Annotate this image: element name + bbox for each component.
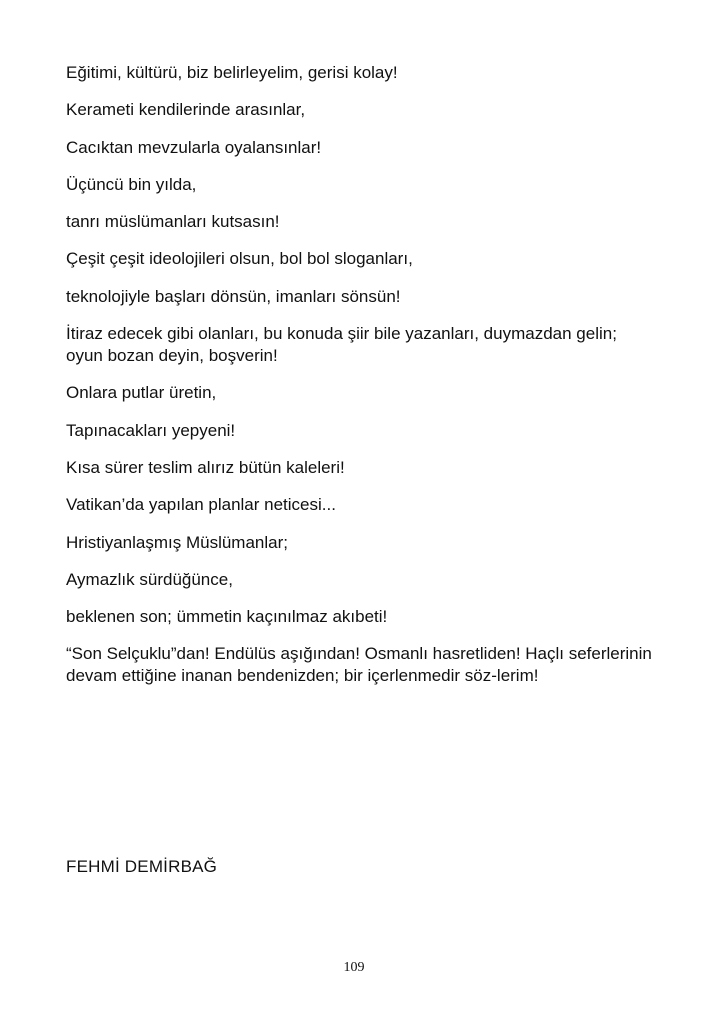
poem-line: Onlara putlar üretin,: [66, 383, 217, 403]
poem-line: Tapınacakları yepyeni!: [66, 420, 236, 440]
poem-line: tanrı müslümanları kutsasın!: [66, 212, 280, 232]
poem-line: Eğitimi, kültürü, biz belirleyelim, gerisi kolay!: [66, 63, 398, 82]
poem-line: Aymazlık sürdüğünce,: [66, 569, 233, 589]
page-number: 109: [343, 960, 365, 975]
poem-line: Çeşit çeşit ideolojileri olsun, bol bol sloganları,: [66, 249, 413, 269]
poem-line: “Son Selçuklu”dan! Endülüs aşığından! Osmanlı hasretliden! Haçlı seferlerinin devam ettiğine inanan bendenizden; bir içerlenmedir söz-lerim!: [66, 644, 652, 686]
author-name: FEHMİ DEMİRBAĞ: [66, 857, 218, 876]
poem-line: Hristiyanlaşmış Müslümanlar;: [66, 532, 288, 552]
poem-line: Cacıktan mevzularla oyalansınlar!: [66, 137, 322, 157]
poem-line: beklenen son; ümmetin kaçınılmaz akıbeti!: [66, 607, 388, 627]
poem-line: teknolojiyle başları dönsün, imanları sönsün!: [66, 286, 401, 306]
poem-line: Vatikan’da yapılan planlar neticesi...: [66, 495, 336, 515]
poem-body: [66, 62, 656, 703]
poem-line: Kısa sürer teslim alırız bütün kaleleri!: [66, 457, 345, 477]
poem-line: İtiraz edecek gibi olanları, bu konuda şiir bile yazanları, duymazdan gelin; oyun bozan deyin, boşverin!: [66, 324, 617, 366]
poem-line: Üçüncü bin yılda,: [66, 174, 197, 194]
poem-line: Kerameti kendilerinde arasınlar,: [66, 100, 306, 120]
